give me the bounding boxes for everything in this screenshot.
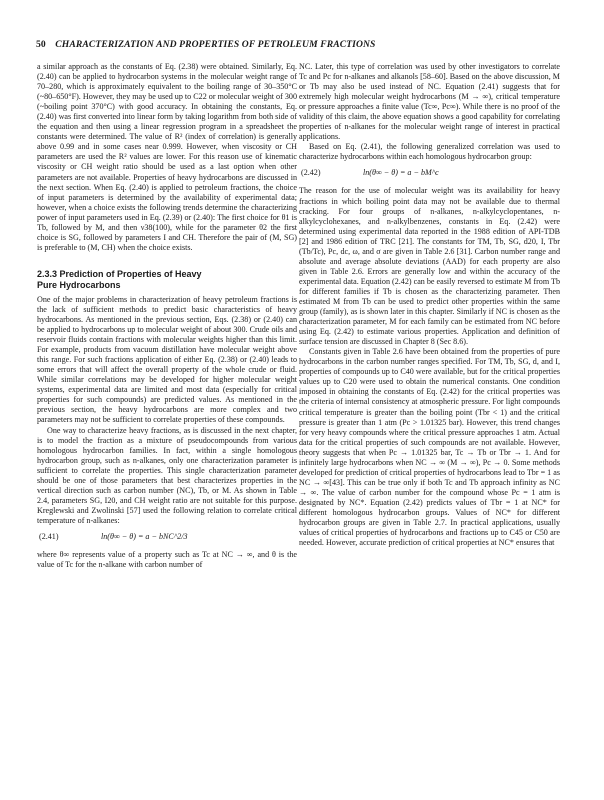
paragraph: One of the major problems in characterization of heavy petroleum fractions is the lack of sufficient methods to predict basic characteristics of heavy hydrocarbons. As mentioned in the previous section, Eqs. (2.38) or (2.40) can be applied to hydrocarbons up to molecular weight of about 300. Crude oils and reservoir fluids contain fractions with molecular weights higher than this limit. For example, products from vacuum distillation have molecular weight above this range. For such fractions application of either Eq. (2.38) or (2.40) leads to some errors that will affect the overall property of the whole crude or fluid. While similar correlations may be developed for higher molecular weight systems, experimental data are limited and most data (especially for critical properties for such compounds) are predicted values. As mentioned in the previous section, the heavy hydrocarbons are more complex and two parameters may not be sufficient to correlate properties of these compounds. [37, 294, 297, 425]
equation-number: (2.41) [39, 531, 59, 541]
paragraph: NC. Later, this type of correlation was used by other investigators to correlate Tc and Pc for n-alkanes and alkanols [58–60]. Based on the above discussion, M or Tb may also be used instead of NC. Equation (2.41) suggests that for extremely high molecular weight hydrocarbons (M → ∞), critical temperature or pressure approaches a finite value (Tc∞, Pc∞). While there is no proof of the validity of this claim, the above equation shows a good capability for correlating properties of n-alkanes for the molecular weight range of interest in practical applications. [299, 62, 560, 142]
right-column [299, 62, 560, 548]
running-header [36, 39, 576, 50]
paragraph: where θ∞ represents value of a property such as Tc at NC → ∞, and θ is the value of Tc for the n-alkane with carbon number of [37, 549, 297, 570]
paragraph: One way to characterize heavy fractions, as is discussed in the next chapter, is to model the fraction as a mixture of pseudocompounds from various homologous hydrocarbon families. In fact, within a single homologous hydrocarbon group, such as n-alkanes, only one characterization parameter is sufficient to correlate the properties. This single characterization parameter should be one of those parameters that best characterizes properties in the vertical direction such as carbon number (NC), Tb, or M. As shown in Table 2.4, parameters SG, I20, and CH weight ratio are not suitable for this purpose. Kreglewski and Zwolinski [57] used the following relation to correlate critical temperature of n-alkanes: [37, 425, 297, 525]
paragraph: The reason for the use of molecular weight was its availability for heavy fractions in which boiling point data may not be available due to thermal cracking. For four groups of n-alkanes, n-alkylcyclopentanes, n-alkylcyclohexanes, and n-alkylbenzenes, constants in Eq. (2.42) were determined using experimental data reported in the 1988 edition of API-TDB [2] and 1986 edition of TRC [21]. The constants for TM, Tb, SG, d20, I, Tbr (Tb/Tc), Pc, dc, ω, and σ are given in Table 2.6 [31]. Carbon number range and absolute and average absolute deviations (AAD) for each property are also given in Table 2.6. Errors are generally low and within the accuracy of the experimental data. Equation (2.42) can be easily reversed to estimate M from Tb for different families if Tb is chosen as the characterizing parameter. Then estimated M from Tb can be used to predict other properties within the same group (family), as is shown later in this chapter. Similarly if NC is chosen as the characterization parameter, M for each family can be estimated from NC before using Eq. (2.42) to estimate various properties. Application and definition of surface tension are discussed in Chapter 8 (Sec 8.6). [299, 186, 561, 347]
section-heading-line: Pure Hydrocarbons [37, 279, 121, 290]
section-heading [37, 269, 297, 291]
paragraph: Based on Eq. (2.41), the following generalized correlation was used to characterize hydrocarbons within each homologous hydrocarbon group: [299, 142, 560, 162]
running-title: CHARACTERIZATION AND PROPERTIES OF PETROLEUM FRACTIONS [55, 39, 376, 50]
equation-2-41 [37, 532, 297, 545]
equation-2-42 [299, 168, 560, 181]
paragraph: Constants given in Table 2.6 have been obtained from the properties of pure hydrocarbons in the carbon number ranges specified. For TM, Tb, SG, d, and I, properties of compounds up to C40 were available, but for the critical properties values up to C20 were used to obtain the numerical constants. One condition imposed in obtaining the constants of Eq. (2.42) for the critical properties was the criteria of internal consistency at atmospheric pressure. For light compounds critical temperature is greater than the boiling point (Tbr < 1) and the critical pressure is greater than 1 atm (Pc > 1.01325 bar). However, this trend changes for very heavy compounds where the critical pressure approaches 1 atm. Actual data for the critical properties of such compounds are not available. However, theory suggests that when Pc → 1.01325 bar, Tc → Tb or Tbr → 1. And for infinitely large hydrocarbons when NC → ∞ (M → ∞), Pc → 0. Some methods developed for prediction of critical properties of hydrocarbons lead to Tbr = 1 as NC → ∞[43]. This can be true only if both Tc and Tb approach infinity as NC → ∞. The value of carbon number for the compound whose Pc = 1 atm is designated by NC*. Equation (2.42) predicts values of Tbr = 1 at NC* for different homologous hydrocarbon groups. Values of NC* for different hydrocarbon groups are given in Table 2.7. In practical applications, usually values of critical properties of hydrocarbons and fractions up to C45 or C50 are needed. However, accurate prediction of critical properties at NC* ensures that [299, 347, 560, 548]
equation-expression: ln(θ∞ − θ) = a − bNC^2/3 [101, 531, 188, 541]
paragraph: a similar approach as the constants of Eq. (2.38) were obtained. Similarly, Eq. (2.40) can be applied to hydrocarbon systems in the molecular weight range of 70–280, which is approximately equivalent to the boiling range of 30–350°C (~80–650°F). However, they may be used up to C22 or molecular weight of 300 (~boiling point 370°C) with good accuracy. In obtaining the constants, Eq. (2.40) was first converted into linear form by taking logarithm from both side of the equation and then using a linear regression program in a spreadsheet the constants were determined. The value of R² (index of correlation) is generally above 0.99 and in some cases near 0.999. However, when viscosity or CH parameters are used the R² values are lower. For this reason use of kinematic viscosity or CH weight ratio should be used as a last option when other parameters are not available. Properties of heavy hydrocarbons are discussed in the next section. When Eq. (2.40) is applied to petroleum fractions, the choice of input parameters is determined by the availability of experimental data; however, when a choice exists the following trends determine the characterizing power of input parameters used in Eq. (2.39) or (2.40): The first choice for θ1 is Tb, followed by M, and then ν38(100), while for the parameter θ2 the first choice is SG, followed by parameters I and CH. Therefore the pair of (M, SG) is preferable to (M, CH) when the choice exists. [37, 62, 297, 252]
page-number: 50 [36, 39, 46, 50]
section-heading-line: 2.3.3 Prediction of Properties of Heavy [37, 268, 202, 279]
left-column [37, 62, 297, 570]
equation-number: (2.42) [301, 168, 321, 178]
equation-expression: ln(θ∞ − θ) = a − bM^c [363, 168, 439, 178]
